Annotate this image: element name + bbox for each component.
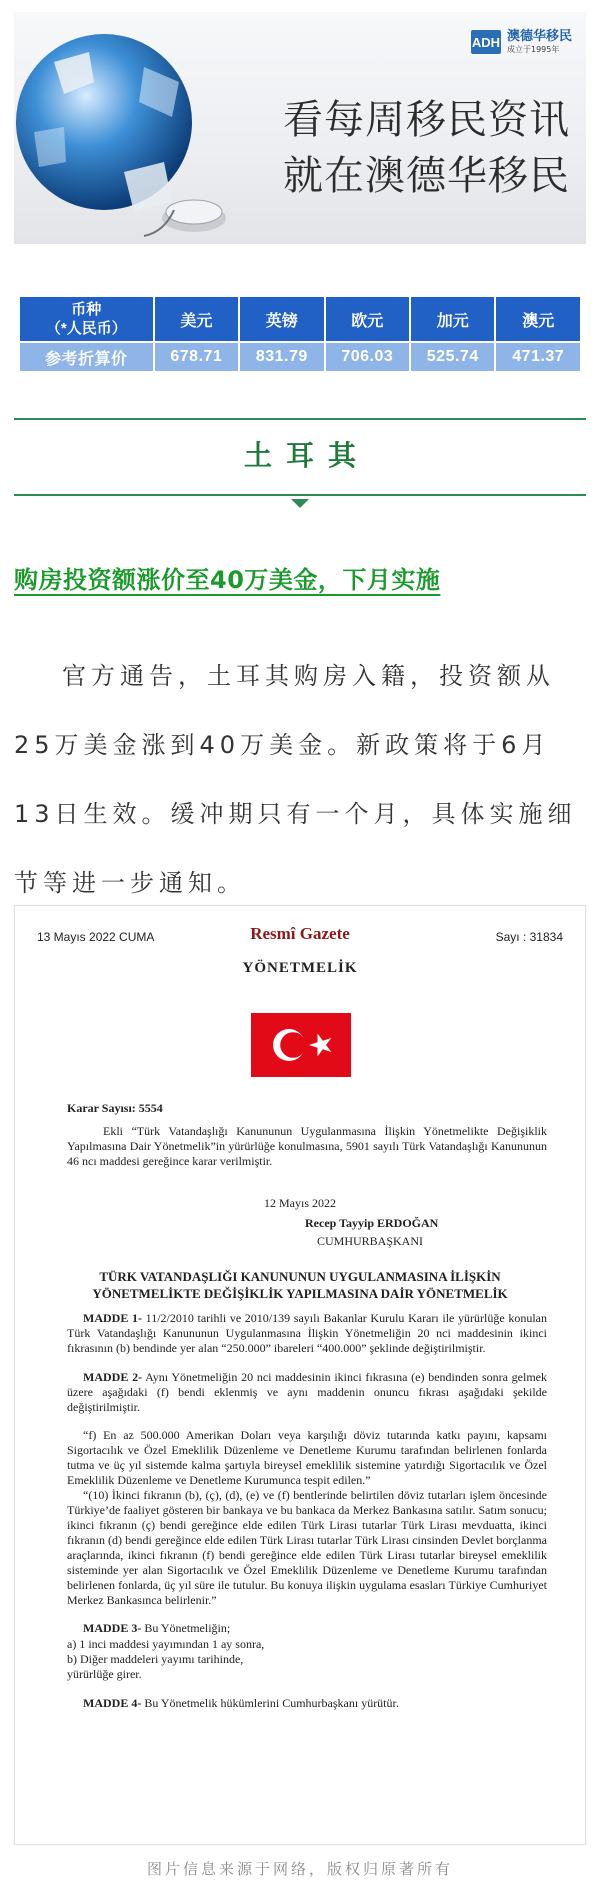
rate-cad: 525.74 — [411, 343, 494, 371]
rate-usd: 678.71 — [155, 343, 238, 371]
section-title: 土耳其 — [243, 439, 370, 472]
turkey-flag-icon — [251, 1013, 351, 1077]
signer-title: CUMHURBAŞKANI — [317, 1234, 424, 1248]
currency-header-line-1: 币种 — [71, 301, 102, 318]
article-2 — [67, 1370, 547, 1415]
regulation-title-line-2: YÖNETMELİKTE DEĞİŞİKLİK YAPILMASINA DAİR YÖNETMELİK — [92, 1286, 508, 1301]
article-3-label: MADDE 3- — [83, 1621, 142, 1635]
signature-date: 12 Mayıs 2022 — [264, 1196, 336, 1210]
currency-aud: 澳元 — [496, 297, 580, 341]
rate-row-label: 参考折算价 — [20, 343, 153, 371]
rate-gbp: 831.79 — [240, 343, 323, 371]
article-headline: 购房投资额涨价至40万美金，下月实施 — [14, 566, 441, 594]
logo-mark: ADH — [471, 30, 501, 54]
article-3 — [67, 1621, 547, 1636]
gazette-title: YÖNETMELİK — [242, 960, 358, 976]
currency-header-line-2: （*人民币） — [45, 320, 127, 337]
section-top-divider — [14, 418, 586, 420]
article-3-item-a: a) 1 inci maddesi yayımından 1 ay sonra, — [67, 1637, 265, 1651]
rate-aud: 471.37 — [496, 343, 580, 371]
logo-subtitle: 成立于1995年 — [506, 45, 560, 54]
image-source-caption: 图片信息来源于网络，版权归原著所有 — [146, 1860, 453, 1878]
article-3-item-b: b) Diğer maddeleri yayımı tarihinde, — [67, 1652, 244, 1666]
article-3-closing: yürürlüğe girer. — [67, 1667, 142, 1681]
currency-cad: 加元 — [411, 297, 494, 341]
section-bottom-divider — [14, 494, 586, 496]
slogan-line-2: 就在澳德华移民 — [283, 153, 570, 199]
gazette-issue: Sayı : 31834 — [495, 930, 563, 944]
article-body — [14, 642, 586, 918]
article-1-text: 11/2/2010 tarihli ve 2010/139 sayılı Bakanlar Kurulu Kararı ile yürürlüğe konulan Türk Vatandaşlığı Kanununun Uygulanmasına İlişkin Yönetmeliğin 20 nci maddesinin ikinci fıkrasının (b) bendinde yer alan “250.000” ibareleri “400.000” şeklinde değiştirilmiştir. — [67, 1311, 547, 1355]
globe-puzzle-icon — [14, 22, 244, 242]
article-body-text: 官方通告，土耳其购房入籍，投资额从25万美金涨到40万美金。新政策将于6月13日生效。缓冲期只有一个月，具体实施细节等进一步通知。 — [14, 662, 577, 897]
article-3-text: Bu Yönetmeliğin; — [144, 1621, 231, 1635]
signer-name: Recep Tayyip ERDOĞAN — [305, 1216, 439, 1230]
gazette-name: Resmî Gazete — [250, 924, 350, 943]
article-1-label: MADDE 1- — [83, 1311, 142, 1325]
section-arrow-icon — [291, 499, 309, 508]
article-4-label: MADDE 4- — [83, 1696, 142, 1710]
slogan-line-1: 看每周移民资讯 — [283, 97, 570, 143]
article-2-clause-10: “(10) İkinci fıkranın (b), (ç), (d), (e) ve (f) bentlerinde belirtilen döviz tutarları işlem öncesinde Türkiye’de faaliyet gösteren bir bankaya ve bu bankaca da Merkez Bankasına satılır. Satım sonucu; ikinci fıkranın (ç) bendi gereğince elde edilen Türk Lirası tutarlar Türk Lirası mevduatta, ikinci fıkranın (d) bendi gereğince elde edilen Türk Lirası tutarlar Türk Lirası cinsinden Devlet borçlanma araçlarında, ikinci fıkranın (f) bendi gereğince elde edilen Türk Lirası tutarlar bireysel emeklilik sisteminde yer alan Sigortacılık ve Özel Emeklilik Düzenleme ve Denetleme Kurumu tarafından belirlenen fonlarda, üç yıl süre ile tutulur. Bu konuya ilişkin uygulama esasları Türkiye Cumhuriyet Merkez Bankasınca belirlenir.” — [67, 1488, 547, 1607]
decision-intro: Ekli “Türk Vatandaşlığı Kanununun Uygulanmasına İlişkin Yönetmelikte Değişiklik Yapılmasına Dair Yönetmelik”in yürürlüğe konulmasına, 5901 sayılı Türk Vatandaşlığı Kanununun 46 ncı maddesi gereğince karar verilmiştir. — [67, 1124, 547, 1168]
article-1 — [67, 1311, 547, 1356]
article-2-clause-f: “f) En az 500.000 Amerikan Doları veya karşılığı döviz tutarında katkı payını, kapsamı Sigortacılık ve Özel Emeklilik Düzenleme ve Denetleme Kurumu tarafından belirlenen fonlarda tutma ve üç yıl sistemde kalma şartıyla bireysel emeklilik sistemine yatırdığı Sigortacılık ve Özel Emeklilik Düzenleme ve Denetleme Kurumunca tespit edilen.” — [67, 1428, 547, 1487]
table-header-row — [20, 297, 580, 341]
header-banner — [14, 12, 586, 244]
currency-header-cell — [20, 297, 153, 341]
currency-eur: 欧元 — [326, 297, 409, 341]
gazette-date: 13 Mayıs 2022 CUMA — [37, 930, 155, 944]
currency-usd: 美元 — [155, 297, 238, 341]
gazette-document-image — [14, 905, 586, 1845]
logo-name: 澳德华移民 — [506, 29, 572, 44]
decision-number: Karar Sayısı: 5554 — [67, 1101, 163, 1115]
table-value-row — [20, 343, 580, 371]
banner-slogan — [283, 92, 570, 204]
article-2-label: MADDE 2- — [83, 1370, 143, 1384]
article-4 — [67, 1696, 547, 1711]
rate-eur: 706.03 — [326, 343, 409, 371]
article-4-text: Bu Yönetmelik hükümlerini Cumhurbaşkanı yürütür. — [144, 1696, 399, 1710]
regulation-title-line-1: TÜRK VATANDAŞLIĞI KANUNUNUN UYGULANMASINA İLİŞKİN — [99, 1269, 501, 1284]
currency-gbp: 英镑 — [240, 297, 323, 341]
exchange-rate-table — [18, 295, 582, 373]
company-logo — [471, 30, 572, 54]
article-2-text: Aynı Yönetmeliğin 20 nci maddesinin ikinci fıkrasına (e) bendinden sonra gelmek üzere aşağıdaki (f) bendi eklenmiş ve aynı maddenin onuncu fıkrası aşağıdaki şekilde değiştirilmiştir. — [67, 1370, 547, 1414]
